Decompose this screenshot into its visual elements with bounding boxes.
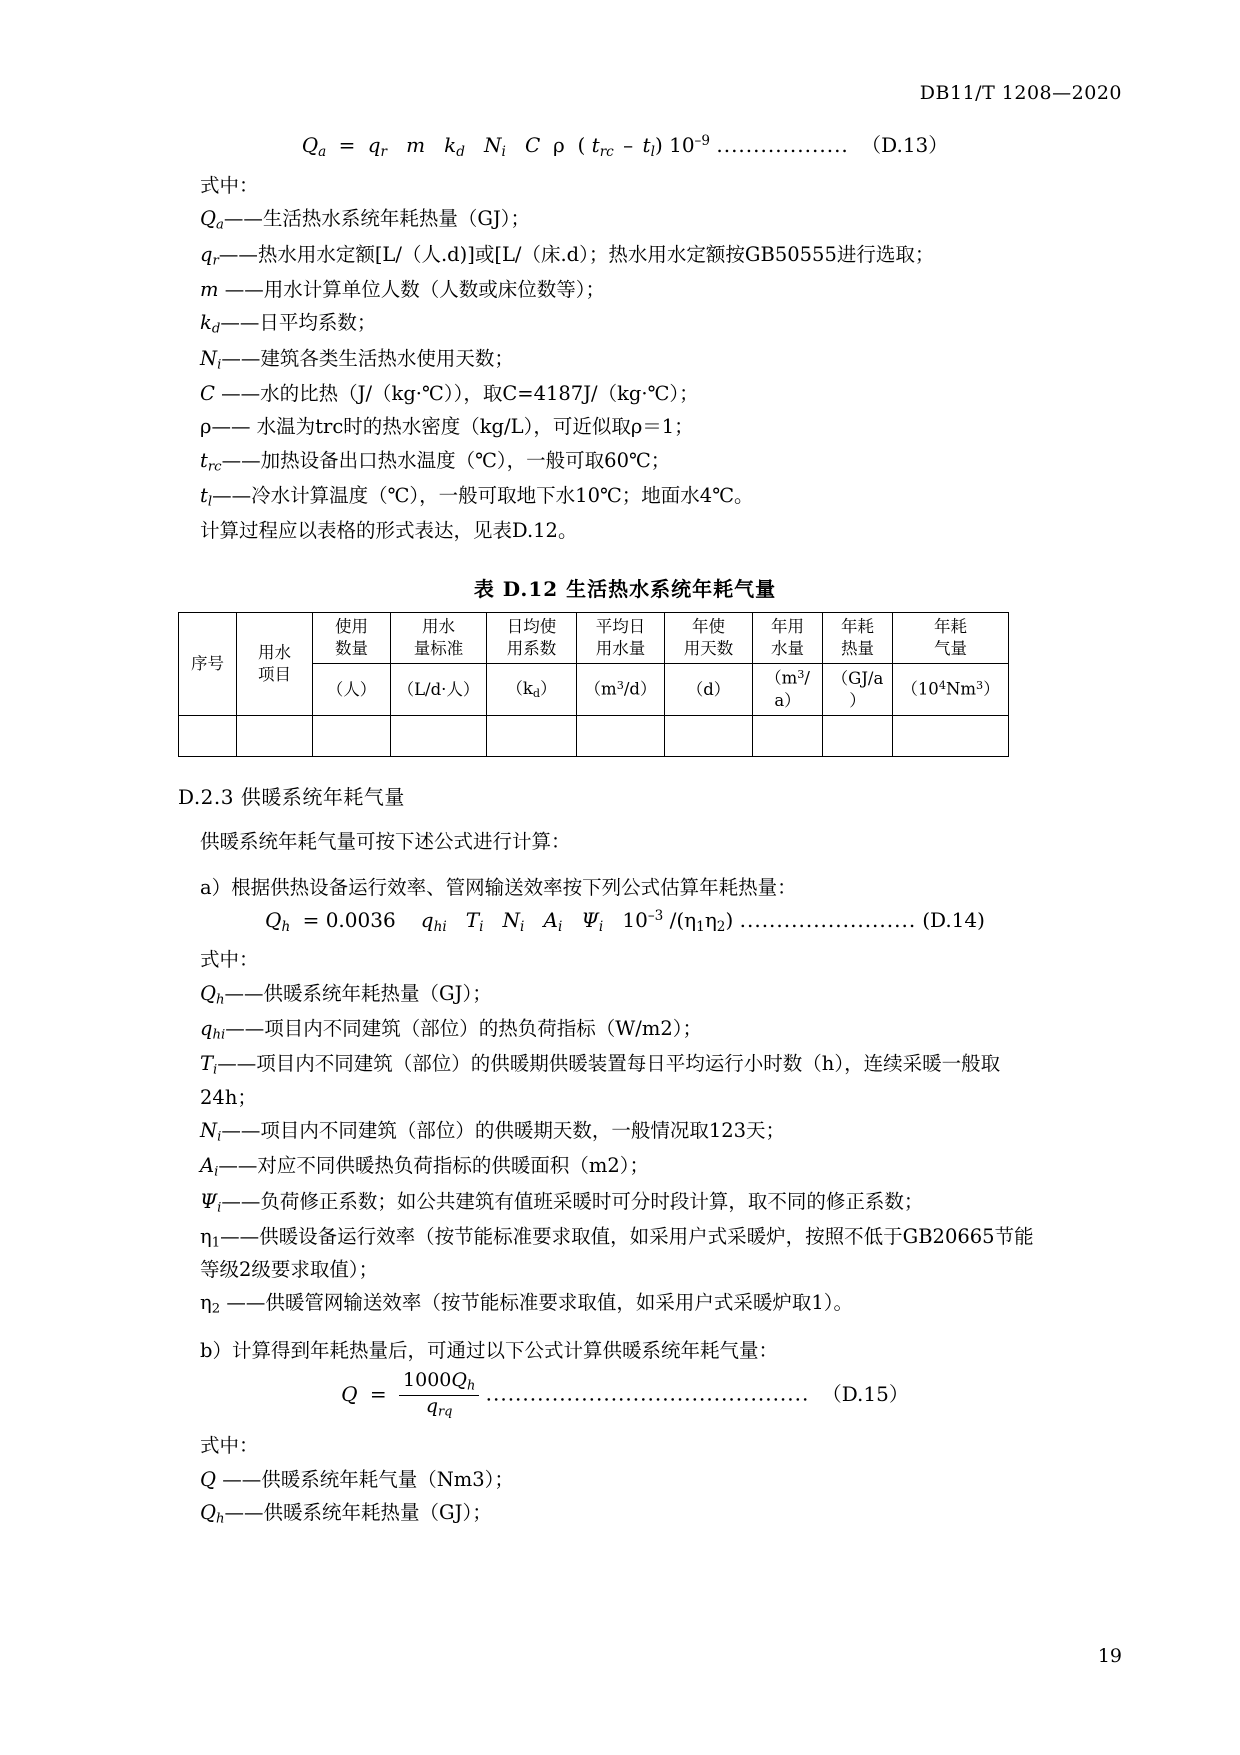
table-cell [313, 716, 391, 757]
definition-C-text: ——水的比热（J/（kg·℃）），取C=4187J/（kg·℃）； [221, 381, 699, 405]
definition-Qa-text: ——生活热水系统年耗热量（GJ）； [223, 207, 531, 231]
definition-tl-text: ——冷水计算温度（℃），一般可取地下水10℃；地面水4℃。 [212, 484, 754, 508]
table-unit-cell-daily-coef: $(k_d)$ [487, 664, 577, 716]
table-cell [487, 716, 577, 757]
definition-rho-text: —— 水温为trc时的热水密度（kg/L），可近似取ρ＝1； [211, 415, 694, 439]
table-unit-cell-avg-daily: $(m^3/d)$ [577, 664, 665, 716]
table-cell [179, 716, 237, 757]
definition-qhi-text: ——项目内不同建筑（部位）的热负荷指标（W/m2）； [225, 1017, 703, 1041]
table-header-cell-avg-daily: 平均日 用水量 [577, 612, 665, 664]
table-unit-cell-days: （d） [665, 664, 753, 716]
definition-trc: $t_{rc}——$加热设备出口热水温度（℃），一般可取60℃； [200, 448, 671, 475]
definition-rho: ρ—— 水温为trc时的热水密度（kg/L），可近似取ρ＝1； [200, 415, 694, 439]
definition-Q: Q ——供暖系统年耗气量（Nm3）； [200, 1467, 514, 1491]
definition-kd: $k_d——$日平均系数； [200, 311, 377, 338]
equation-d14: $Q_h = 0.0036$ $q_{hi}$ $T_i$ $N_i$ $A_i$ $\Psi_i$ $10^{-3}$ $/(\eta_1\eta_2)$ ........................ (D.14) [265, 907, 985, 935]
definition-eta2: $\eta_2$ ——供暖管网输送效率（按节能标准要求取值，如采用户式采暖炉取1）。 [200, 1291, 853, 1318]
definition-Ni-text: ——建筑各类生活热水使用天数； [221, 346, 514, 370]
section-d23-item-a: a）根据供热设备运行效率、管网输送效率按下列公式估算年耗热量： [200, 876, 797, 900]
table-cell [391, 716, 487, 757]
table-unit-cell-standard: （L/d·人） [391, 664, 487, 716]
definition-Ni: $N_i——$建筑各类生活热水使用天数； [200, 346, 514, 373]
table-cell [665, 716, 753, 757]
table-unit-cell-annual-water: （$m^3/$ a） [753, 664, 823, 716]
table-header-cell-standard: 用水 量标准 [391, 612, 487, 664]
definition-Ni-2: $N_i——$项目内不同建筑（部位）的供暖期天数，一般情况取123天； [200, 1119, 786, 1145]
definition-tl: $t_l——$冷水计算温度（℃），一般可取地下水10℃；地面水4℃。 [200, 484, 754, 510]
definition-eta2-text: ——供暖管网输送效率（按节能标准要求取值，如采用户式采暖炉取1）。 [226, 1291, 853, 1315]
table-header-cell-item: 用水 项目 [237, 612, 313, 716]
definition-psi: $\Psi_i——$负荷修正系数；如公共建筑有值班采暖时可分时段计算，取不同的修正系数； [200, 1189, 924, 1216]
table-header-cell-quantity: 使用 数量 [313, 612, 391, 664]
definition-psi-text: ——负荷修正系数；如公共建筑有值班采暖时可分时段计算，取不同的修正系数； [221, 1189, 924, 1213]
definition-eta1: $\eta_1——$供暖设备运行效率（按节能标准要求取值，如采用户式采暖炉，按照不低于GB20665节能等级2级要求取值）； [200, 1224, 1034, 1281]
table-header-cell-daily-coef: 日均使 用系数 [487, 612, 577, 664]
definition-Ti: $T_i——$项目内不同建筑（部位）的供暖期供暖装置每日平均运行小时数（h），连续采暖一般取24h； [200, 1052, 1001, 1109]
definition-Qh: $Q_h——$供暖系统年耗热量（GJ）； [200, 982, 492, 1008]
definition-Q-text: ——供暖系统年耗气量（Nm3）； [222, 1467, 514, 1491]
definition-Ni-2-text: ——项目内不同建筑（部位）的供暖期天数，一般情况取123天； [221, 1119, 786, 1143]
equation-d15-number: （D.15） [821, 1381, 909, 1406]
shizhong-label-3: 式中： [200, 1434, 259, 1458]
table-row [179, 716, 1009, 757]
page-number: 19 [1097, 1645, 1122, 1667]
table-cell [823, 716, 893, 757]
definition-eta1-text: ——供暖设备运行效率（按节能标准要求取值，如采用户式采暖炉，按照不低于GB20665节能等级2级要求取值）； [200, 1224, 1034, 1281]
table-cell [577, 716, 665, 757]
table-d12 [178, 612, 1009, 758]
section-d23-intro: 供暖系统年耗气量可按下述公式进行计算： [200, 830, 571, 854]
calculation-note: 计算过程应以表格的形式表达，见表D.12。 [200, 519, 578, 543]
table-unit-cell-quantity: （人） [313, 664, 391, 716]
definition-kd-text: ——日平均系数； [220, 311, 377, 335]
table-cell [753, 716, 823, 757]
definition-Qh-2-text: ——供暖系统年耗热量（GJ）； [224, 1501, 492, 1525]
shizhong-label-1: 式中： [200, 173, 259, 197]
definition-Ai: $A_i——$对应不同供暖热负荷指标的供暖面积（m2）； [200, 1154, 649, 1181]
definition-m: m ——用水计算单位人数（人数或床位数等）； [200, 277, 605, 301]
equation-d13: $Q_a = q_r$ m $k_d$ $N_i$ C ρ ( $t_{rc} - t_l$) $10^{-9}$ .................. （D.13） [301, 133, 949, 160]
definition-qr-text: ——热水用水定额[L/（人.d)]或[L/（床.d）；热水用水定额按GB50555进行选取； [218, 242, 935, 266]
section-heading-d23: D.2.3 供暖系统年耗气量 [178, 785, 405, 810]
table-unit-cell-annual-gas: $(10^4Nm^3)$ [893, 664, 1009, 716]
equation-d13-number: （D.13） [861, 133, 949, 157]
table-header-cell-annual-gas: 年耗 气量 [893, 612, 1009, 664]
table-header-cell-index: 序号 [179, 612, 237, 716]
equation-d15: Q = $\frac{1000Q_h}{q_{rq}}$ ............................................ （D.15） [341, 1369, 909, 1420]
table-header-row-1 [179, 612, 1009, 664]
definition-qr: $q_r——$热水用水定额[L/（人.d)]或[L/（床.d）；热水用水定额按GB50555进行选取； [200, 242, 935, 269]
definition-trc-text: ——加热设备出口热水温度（℃），一般可取60℃； [221, 448, 671, 472]
shizhong-label-2: 式中： [200, 948, 259, 972]
definition-C: C ——水的比热（J/（kg·℃）），取C=4187J/（kg·℃）； [200, 381, 699, 405]
table-header-cell-days: 年使 用天数 [665, 612, 753, 664]
table-cell [893, 716, 1009, 757]
definition-Ti-text: ——项目内不同建筑（部位）的供暖期供暖装置每日平均运行小时数（h），连续采暖一般取24h； [200, 1052, 1001, 1109]
table-header-cell-annual-water: 年用 水量 [753, 612, 823, 664]
definition-Qh-2: $Q_h——$供暖系统年耗热量（GJ）； [200, 1501, 492, 1528]
definition-Qh-text: ——供暖系统年耗热量（GJ）； [224, 982, 492, 1006]
equation-d14-number: (D.14) [922, 907, 985, 932]
definition-Qa: $Q_a——$生活热水系统年耗热量（GJ）； [200, 207, 531, 234]
definition-Ai-text: ——对应不同供暖热负荷指标的供暖面积（m2）； [218, 1154, 649, 1178]
section-d23-item-b: b）计算得到年耗热量后，可通过以下公式计算供暖系统年耗气量： [200, 1338, 778, 1362]
table-unit-cell-annual-heat: （GJ/a ） [823, 664, 893, 716]
page-header: DB11/T 1208—2020 [919, 82, 1122, 104]
definition-m-text: ——用水计算单位人数（人数或床位数等）； [224, 277, 605, 301]
definition-qhi: $q_{hi}——$项目内不同建筑（部位）的热负荷指标（W/m2）； [200, 1017, 703, 1043]
table-header-cell-annual-heat: 年耗 热量 [823, 612, 893, 664]
table-cell [237, 716, 313, 757]
table-caption: 表 D.12 生活热水系统年耗气量 [473, 576, 777, 601]
page-content [178, 125, 1050, 1533]
